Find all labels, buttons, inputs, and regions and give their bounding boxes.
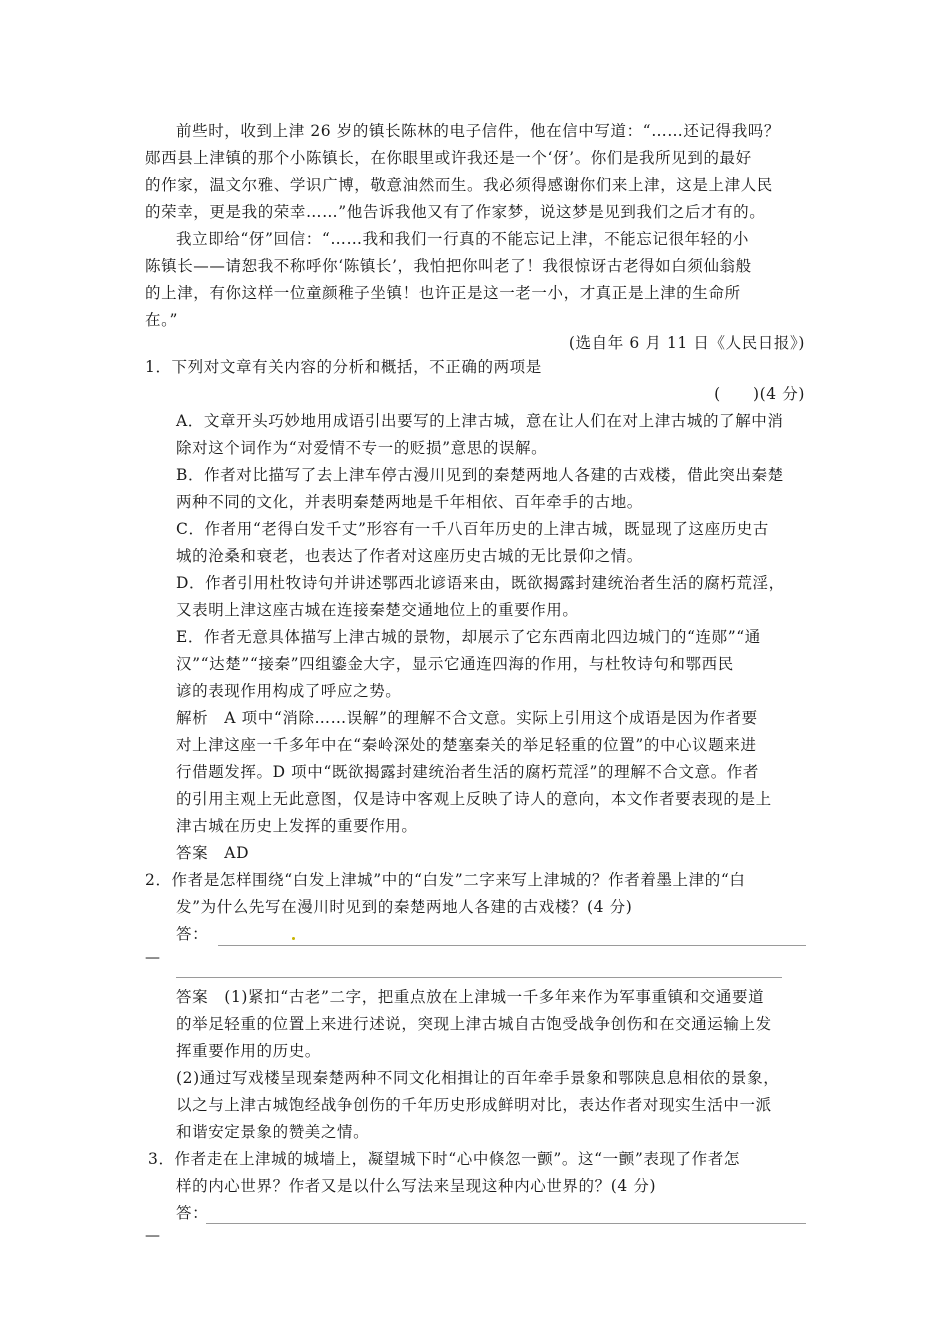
passage-line: 的作家，温文尔雅、学识广博，敬意油然而生。我必须得感谢你们来上津，这是上津人民 <box>145 176 773 194</box>
question-2-answer-line: 以之与上津古城饱经战争创伤的千年历史形成鲜明对比，表达作者对现实生活中一派 <box>176 1096 772 1114</box>
question-2-stem: 2．作者是怎样围绕“白发上津城”中的“白发”二字来写上津城的？作者着墨上津的“白 <box>145 871 746 889</box>
passage-line: 陈镇长——请恕我不称呼你‘陈镇长’，我怕把你叫老了！我很惊讶古老得如白须仙翁般 <box>145 257 752 275</box>
option-a-line: 除对这个词作为“对爱情不专一的贬损”意思的误解。 <box>176 439 548 457</box>
option-c-line: 城的沧桑和衰老，也表达了作者对这座历史古城的无比景仰之情。 <box>176 547 643 565</box>
analysis-line: 津古城在历史上发挥的重要作用。 <box>176 817 418 835</box>
passage-line: 的荣幸，更是我的荣幸……”他告诉我他又有了作家梦，说这梦是见到我们之后才有的。 <box>145 203 766 221</box>
analysis-line: 对上津这座一千多年中在“秦岭深处的楚塞秦关的举足轻重的位置”的中心议题来进 <box>176 736 757 754</box>
question-1-bracket: ( )(4 分) <box>714 385 805 403</box>
mark-dot <box>292 937 295 940</box>
answer-label: 答： <box>176 925 209 943</box>
passage-line: 我立即给“伢”回信：“……我和我们一行真的不能忘记上津，不能忘记很年轻的小 <box>176 230 749 248</box>
analysis-line: 行借题发挥。D 项中“既欲揭露封建统治者生活的腐朽荒淫”的理解不合文意。作者 <box>176 763 760 781</box>
question-1-answer: 答案 AD <box>176 844 250 862</box>
option-e-line: 汉”“达楚”“接秦”四组鎏金大字，显示它通连四海的作用，与杜牧诗句和鄂西民 <box>176 655 734 673</box>
answer-dash: — <box>145 948 160 966</box>
question-1-stem: 1．下列对文章有关内容的分析和概括，不正确的两项是 <box>145 358 542 376</box>
option-e-line: 谚的表现作用构成了呼应之势。 <box>176 682 402 700</box>
question-2-stem: 发”为什么先写在漫川时见到的秦楚两地人各建的古戏楼？(4 分) <box>176 898 633 916</box>
option-b-line: 两种不同的文化，并表明秦楚两地是千年相依、百年牵手的古地。 <box>176 493 643 511</box>
analysis-line: 解析 A 项中“消除……误解”的理解不合文意。实际上引用这个成语是因为作者要 <box>176 709 758 727</box>
question-2-answer-line: 答案 (1)紧扣“古老”二字，把重点放在上津城一千多年来作为军事重镇和交通要道 <box>176 988 765 1006</box>
answer-line[interactable] <box>176 977 782 978</box>
option-b-line: B．作者对比描写了去上津车停古漫川见到的秦楚两地人各建的古戏楼，借此突出秦楚 <box>176 466 784 484</box>
answer-line[interactable] <box>206 1223 806 1224</box>
passage-line: 在。” <box>145 311 178 329</box>
analysis-line: 的引用主观上无此意图，仅是诗中客观上反映了诗人的意向，本文作者要表现的是上 <box>176 790 772 808</box>
question-2-answer-line: 和谐安定景象的赞美之情。 <box>176 1123 370 1141</box>
answer-dash: — <box>145 1226 160 1244</box>
source-citation: (选自年 6 月 11 日《人民日报》) <box>568 334 805 352</box>
answer-label: 答： <box>176 1204 209 1222</box>
option-c-line: C．作者用“老得白发千丈”形容有一千八百年历史的上津古城，既显现了这座历史古 <box>176 520 770 538</box>
option-e-line: E．作者无意具体描写上津古城的景物，却展示了它东西南北四边城门的“连郧”“通 <box>176 628 761 646</box>
answer-line[interactable] <box>218 945 806 946</box>
option-d-line: D．作者引用杜牧诗句并讲述鄂西北谚语来由，既欲揭露封建统治者生活的腐朽荒淫， <box>176 574 785 592</box>
question-3-stem: 3．作者走在上津城的城墙上，凝望城下时“心中倏忽一颤”。这“一颤”表现了作者怎 <box>148 1150 740 1168</box>
passage-line: 郧西县上津镇的那个小陈镇长，在你眼里或许我还是一个‘伢’。你们是我所见到的最好 <box>145 149 752 167</box>
question-2-answer-line: 的举足轻重的位置上来进行述说，突现上津古城自古饱受战争创伤和在交通运输上发 <box>176 1015 772 1033</box>
question-2-answer-line: (2)通过写戏楼呈现秦楚两种不同文化相揖让的百年牵手景象和鄂陕息息相依的景象， <box>176 1069 780 1087</box>
option-d-line: 又表明上津这座古城在连接秦楚交通地位上的重要作用。 <box>176 601 579 619</box>
question-2-answer-line: 挥重要作用的历史。 <box>176 1042 321 1060</box>
passage-line: 前些时，收到上津 26 岁的镇长陈林的电子信件，他在信中写道：“……还记得我吗？ <box>176 122 781 140</box>
question-3-stem: 样的内心世界？作者又是以什么写法来呈现这种内心世界的？(4 分) <box>176 1177 657 1195</box>
option-a-line: A．文章开头巧妙地用成语引出要写的上津古城，意在让人们在对上津古城的了解中消 <box>176 412 784 430</box>
passage-line: 的上津，有你这样一位童颜稚子坐镇！也许正是这一老一小，才真正是上津的生命所 <box>145 284 741 302</box>
